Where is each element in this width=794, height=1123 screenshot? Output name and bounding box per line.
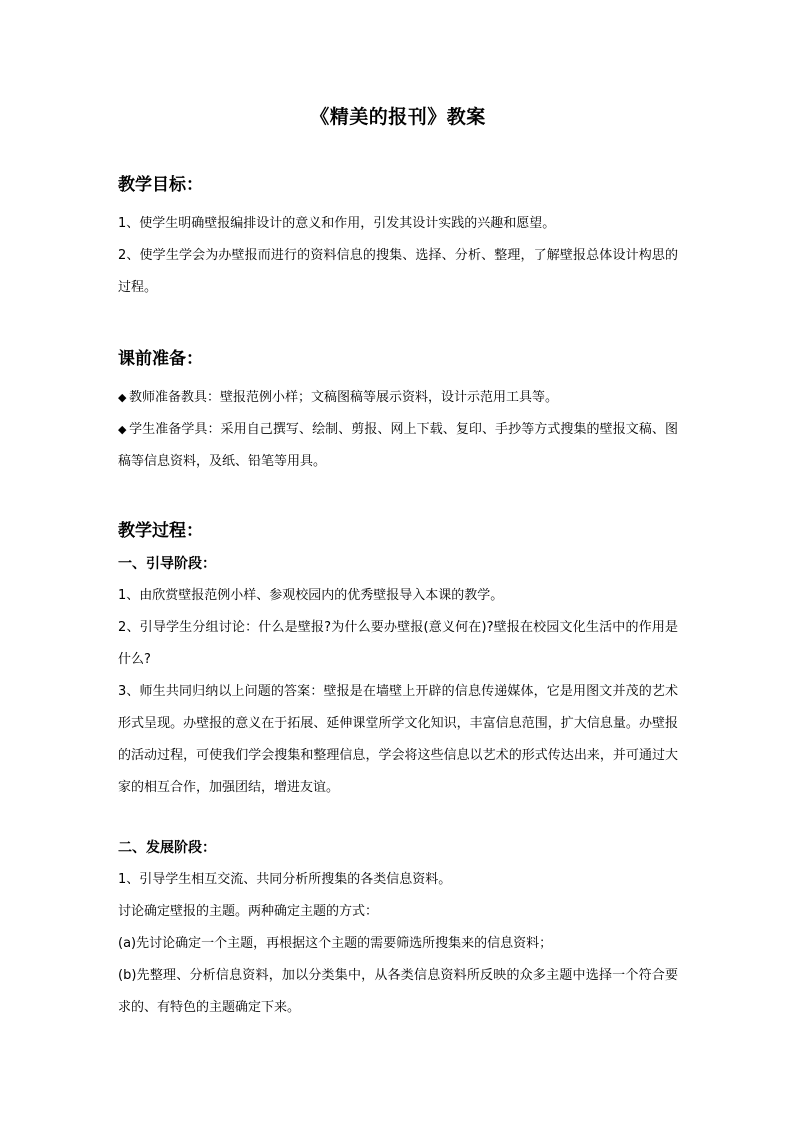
document-body	[118, 100, 678, 1024]
preparation-item	[118, 414, 678, 478]
diamond-bullet-icon: ◆	[118, 391, 127, 404]
document-title: 《精美的报刊》教案	[310, 106, 486, 128]
stage-guide	[118, 548, 678, 804]
objective-item: 1、使学生明确壁报编排设计的意义和作用，引发其设计实践的兴趣和愿望。	[118, 216, 556, 231]
stage-develop	[118, 832, 678, 1024]
stage-develop-item: 1、引导学生相互交流、共同分析所搜集的各类信息资料。	[118, 872, 452, 887]
preparation-item-text: 教师准备教具：壁报范例小样；文稿图稿等展示资料，设计示范用工具等。	[129, 390, 559, 405]
process-heading: 教学过程：	[118, 521, 203, 541]
stage-develop-item: 讨论确定壁报的主题。两种确定主题的方式：	[118, 904, 379, 919]
stage-develop-item: (b)先整理、分析信息资料，加以分类集中，从各类信息资料所反映的众多主题中选择一个符合要求的、有特色的主题确定下来。	[118, 968, 678, 1015]
preparation-heading: 课前准备：	[118, 349, 203, 369]
preparation-item-text: 学生准备学具：采用自己撰写、绘制、剪报、网上下载、复印、手抄等方式搜集的壁报文稿、图稿等信息资料，及纸、铅笔等用具。	[118, 422, 678, 469]
stage-guide-heading: 一、引导阶段：	[118, 556, 216, 572]
objectives-section	[118, 170, 678, 304]
process-section	[118, 516, 678, 1024]
preparation-section	[118, 344, 678, 478]
stage-guide-item: 1、由欣赏壁报范例小样、参观校园内的优秀壁报导入本课的教学。	[118, 588, 504, 603]
stage-develop-heading: 二、发展阶段：	[118, 840, 216, 856]
stage-develop-item: (a)先讨论确定一个主题，再根据这个主题的需要筛选所搜集来的信息资料；	[118, 936, 553, 951]
objectives-heading: 教学目标：	[118, 175, 203, 195]
preparation-item	[118, 382, 678, 414]
diamond-bullet-icon: ◆	[118, 423, 127, 436]
stage-guide-item: 3、师生共同归纳以上问题的答案：壁报是在墙壁上开辟的信息传递媒体，它是用图文并茂的艺术形式呈现。办壁报的意义在于拓展、延伸课堂所学文化知识，丰富信息范围，扩大信息量。办壁报的活动过程，可使我们学会搜集和整理信息，学会将这些信息以艺术的形式传达出来，并可通过大家的相互合作，加强团结，增进友谊。	[118, 684, 678, 795]
objective-item: 2、使学生学会为办壁报而进行的资料信息的搜集、选择、分析、整理，了解壁报总体设计构思的过程。	[118, 248, 678, 295]
stage-guide-item: 2、引导学生分组讨论：什么是壁报?为什么要办壁报(意义何在)?壁报在校园文化生活中的作用是什么?	[118, 620, 678, 667]
